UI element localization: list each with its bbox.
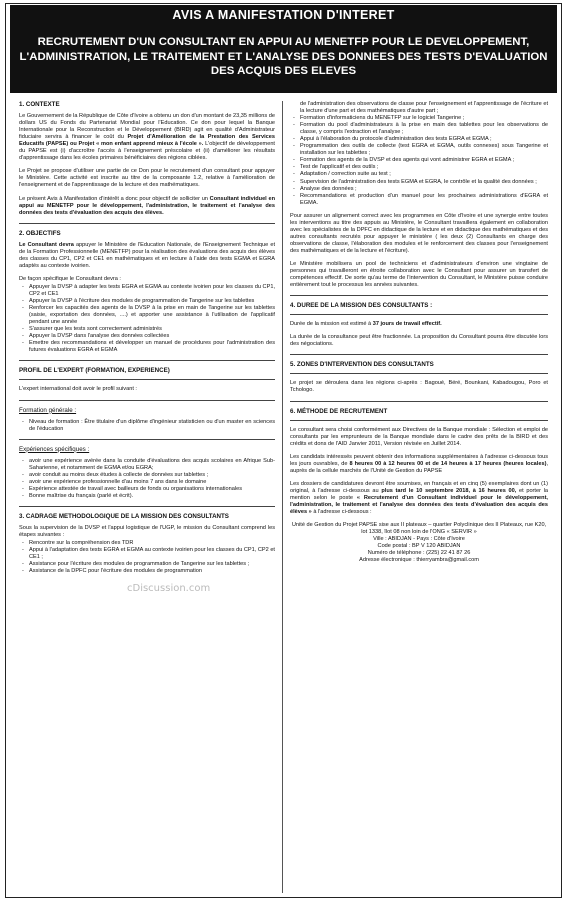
section-divider <box>19 439 275 440</box>
section-divider <box>19 223 275 224</box>
section-divider <box>19 506 275 507</box>
list-item: - Expérience attestée de travail avec bailleurs de fonds ou organisations internationales <box>19 486 275 493</box>
objectives-list <box>19 284 275 354</box>
section-divider <box>290 295 548 296</box>
watermark-text: cDiscussion.com <box>127 583 211 594</box>
paragraph: De façon spécifique le Consultant devra : <box>19 275 121 282</box>
paragraph: Les dossiers de candidatures devront être soumises, en français et en cinq (5) exemplaires dont un (1) original, à l'adresse ci-dessous au plus tard le 10 septembre 2018, à 16 heures 00, et porter la mention selon le poste « Recrutement d'un Consultant individuel pour le développement, l'administration, le traitement et l'analyse des données des tests d'évaluation des acquis des élèves » à l'adresse ci-dessous : <box>290 480 548 516</box>
paragraph: Le Gouvernement de la République de Côte d'Ivoire a obtenu un don d'un montant de 23,35 millions de dollars US du Fonds du Partenariat Mondial pour l'Education. Ce don pour lequel la Banque Internationale pour la Reconstruction et le Développement (BIRD) agit en qualité d'Administrateur fiduciaire servira à financer le coût du Projet d'Amélioration de la Prestation des Services Educatifs (PAPSE) ou Projet « mon enfant apprend mieux à l'école ». L'objectif de développement du PAPSE est (i) d'accroître l'accès à l'enseignement préscolaire et (ii) d'améliorer les résultats d'apprentissage dans les écoles primaires bénéficiaires des régions ciblées. <box>19 113 275 162</box>
section-divider <box>290 420 548 421</box>
paragraph: L'expert international doit avoir le profil suivant : <box>19 386 137 393</box>
list-item: - Appuyer la DVSP à l'écriture des modules de programmation de Tangerine sur les tablettes <box>19 298 275 305</box>
notice-subtitle: RECRUTEMENT D'UN CONSULTANT EN APPUI AU MENETFP POUR LE DEVELOPPEMENT, L'ADMINISTRATION, LE TRAITEMENT ET L'ANALYSE DES DONNEES DES TESTS D'EVALUATION DES ACQUIS DES ELEVES <box>19 36 548 77</box>
right-column <box>290 101 548 564</box>
notice-title: AVIS A MANIFESTATION D'INTERET <box>172 8 395 22</box>
list-item: - Formation des agents de la DVSP et des agents qui vont administrer EGRA et EGMA ; <box>290 157 548 164</box>
section-heading: PROFIL DE L'EXPERT (FORMATION, EXPERIENCE) <box>19 367 170 375</box>
contact-address <box>290 522 548 564</box>
list-item: - Bonne maîtrise du français (parlé et écrit). <box>19 493 275 500</box>
list-item: - Emettre des recommandations et développer un manuel de procédures pour l'administration des futures évaluations EGRA et EGMA <box>19 340 275 354</box>
section-heading: 3. CADRAGE METHODOLOGIQUE DE LA MISSION DES CONSULTANTS <box>19 512 229 520</box>
column-divider <box>282 101 283 893</box>
list-item: - Recommandations et production d'un manuel pour les prochaines administrations d'EGRA et EGMA. <box>290 193 548 207</box>
section-heading: 6. MÉTHODE DE RECRUTEMENT <box>290 407 388 415</box>
section-divider <box>19 379 275 380</box>
address-line: Adresse électronique : thierryambra@gmail.com <box>359 557 479 564</box>
section-divider <box>19 400 275 401</box>
paragraph: de l'administration des observations de classe pour l'enseignement et l'apprentissage de l'écriture et la lecture d'une part et des mathématiques d'autre part ; <box>300 101 548 115</box>
address-line: Numéro de téléphone : (225) 22 41 87 26 <box>367 550 471 557</box>
list-item: - Formation du pool d'administrateurs à la prise en main des tablettes pour les observations de classe, y compris l'extraction et l'analyse ; <box>290 122 548 136</box>
paragraph: Le Ministère mobilisera un pool de techniciens et d'administrateurs d'environ une vingtaine de personnes qui travailleront en étroite collaboration avec le Consultant pour assurer un transfert de compétences effectif. De sorte qu'au terme de l'intervention du Consultant, le Ministère puisse conduire entièrement tout le processus les années suivantes. <box>290 260 548 289</box>
list-item: - Niveau de formation : Être titulaire d'un diplôme d'ingénieur statisticien ou d'un master en sciences de l'éducation <box>19 419 275 433</box>
paragraph: Pour assurer un alignement correct avec les programmes en Côte d'Ivoire et une synergie entre toutes les interventions au titre des appuis au Ministère, le Consultant travaillera également en collaboration avec les spécialistes de la DPFC en didactique de la lecture et en didactique des mathématiques et des autres consultants recrutés pour appuyer le ministère ( les deux (2) Consultants en charge des observations de classe, l'élaboration des modules et le renforcement des classes pour l'enseignement des mathématiques et de la lecture et l'écriture). <box>290 212 548 254</box>
list-item: - Assistance de la DPFC pour l'écriture des modules de programmation <box>19 568 275 575</box>
subheading: Expériences spécifiques : <box>19 445 90 453</box>
subheading: Formation générale : <box>19 406 77 414</box>
paragraph: Le projet se déroulera dans les régions ci-après : Bagoué, Béré, Bounkani, Kabadougou, Poro et Tchologo. <box>290 380 548 394</box>
paragraph: Durée de la mission est estimé à 37 jours de travail effectif. <box>290 321 442 328</box>
formation-list <box>19 419 275 433</box>
steps-list-continued <box>290 115 548 207</box>
section-divider <box>290 314 548 315</box>
address-line: Unité de Gestion du Projet PAPSE sise aux II plateaux – quartier Polyclinique des II Plateaux, rue K20, lot 1338, îlot 08 non loin de l'ONG « SERVIR » <box>291 522 547 536</box>
address-line: Ville : ABIDJAN - Pays : Côte d'Ivoire <box>373 536 465 543</box>
list-item: - Test de l'applicatif et des outils ; <box>290 164 548 171</box>
list-item: - Formation d'informaticiens du MENETFP sur le logiciel Tangerine ; <box>290 115 548 122</box>
header-banner <box>10 5 557 93</box>
list-item: - Adaptation / correction suite au test ; <box>290 171 548 178</box>
list-item: - avoir conduit au moins deux études à collecte de données sur tablettes ; <box>19 472 275 479</box>
address-line: Code postal : BP V 120 ABIDJAN <box>377 543 461 550</box>
section-divider <box>290 373 548 374</box>
paragraph: Le Consultant devra appuyer le Ministère de l'Education Nationale, de l'Enseignement Technique et de la Formation Professionnelle (MENETFP) pour la réalisation des évaluations des acquis des élèves des classes du CP1, CP2 et CE1 en mathématiques et en lecture à l'aide des tests EGMA et EGRA adaptés au contexte ivoirien. <box>19 241 275 269</box>
list-item: - Appuyer la DVSP à adapter les tests EGRA et EGMA au contexte ivoirien pour les classes du CP1, CP2 et CE1 <box>19 284 275 298</box>
paragraph: Les candidats intéressés peuvent obtenir des informations supplémentaires à l'adresse ci-dessous tous les jours ouvrables, de 8 heures 00 à 12 heures 00 et de 14 heures à 17 heures (heures locales), auprès de la cellule marchés de l'Unité de Gestion du PAPSE <box>290 453 548 474</box>
list-item: - Appui à l'adaptation des tests EGRA et EGMA au contexte ivoirien pour les classes du CP1, CP2 et CE1 ; <box>19 547 275 561</box>
list-item: - S'assurer que les tests sont correctement administrés <box>19 326 275 333</box>
paragraph: La durée de la consultance peut être fractionnée. La proposition du Consultant pourra être discutée lors des négociations. <box>290 334 548 348</box>
section-heading: 2. OBJECTIFS <box>19 229 61 237</box>
list-item: - avoir une expérience professionnelle d'au moins 7 ans dans le domaine <box>19 479 275 486</box>
list-item: - Programmation des outils de collecte (test EGRA et EGMA, outils connexes) sous Tangerine et installation sur les tablettes ; <box>290 143 548 157</box>
list-item: - avoir une expérience avérée dans la conduite d'évaluations des acquis scolaires en Afrique Sub-Saharienne, et notamment de EGMA et/ou EGRA; <box>19 458 275 472</box>
experience-list <box>19 458 275 500</box>
paragraph: Sous la supervision de la DVSP et l'appui logistique de l'UGP, le mission du Consultant comprend les étapes suivantes : <box>19 525 275 539</box>
section-heading: 4. DUREE DE LA MISSION DES CONSULTANTS : <box>290 302 433 310</box>
section-divider <box>290 401 548 402</box>
list-item: - Appuyer la DVSP dans l'analyse des données collectées <box>19 333 275 340</box>
list-item: - Supervision de l'administration des tests EGMA et EGRA, le contrôle et la qualité des données ; <box>290 179 548 186</box>
section-divider <box>290 354 548 355</box>
steps-list <box>19 540 275 575</box>
paragraph: Le consultant sera choisi conformément aux Directives de la Banque mondiale : Sélection et emploi de consultants par les emprunteurs de la Banque mondiale dans le cadre des prêts de la BIRD et des crédits et dons de l'AID Janvier 2011, Version révisée en Juillet 2014. <box>290 426 548 447</box>
list-item: - Renforcer les capacités des agents de la DVSP à la prise en main de Tangerine sur les tablettes (saisie, exportation des données, ....) et apporter une assistance à l'utilisation de l'applicatif pendant une année <box>19 305 275 326</box>
list-item: - Rencontre sur la compréhension des TDR <box>19 540 275 547</box>
paragraph: Le Projet se propose d'utiliser une partie de ce Don pour le recrutement d'un consultant pour appuyer le Ministère. Cette activité est inscrite au titre de la composante 1.2, relative à l'amélioration de l'enseignement et de l'apprentissage de la lecture et des mathématiques. <box>19 168 275 189</box>
section-divider <box>19 360 275 361</box>
list-item: - Assistance pour l'écriture des modules de programmation de Tangerine sur les tablettes ; <box>19 561 275 568</box>
list-item: - Analyse des données ; <box>290 186 548 193</box>
section-heading: 5. ZONES D'INTERVENTION DES CONSULTANTS <box>290 361 434 369</box>
paragraph: Le présent Avis à Manifestation d'intérêt a donc pour objectif de solliciter un Consultant individuel en appui au MENETFP pour le développement, l'administration, le traitement et l'analyse des données des tests d'évaluation des acquis des élèves. <box>19 195 276 216</box>
left-column <box>19 101 275 581</box>
list-item: - Appui à l'élaboration du protocole d'administration des tests EGRA et EGMA ; <box>290 136 548 143</box>
section-heading: 1. CONTEXTE <box>19 101 60 108</box>
